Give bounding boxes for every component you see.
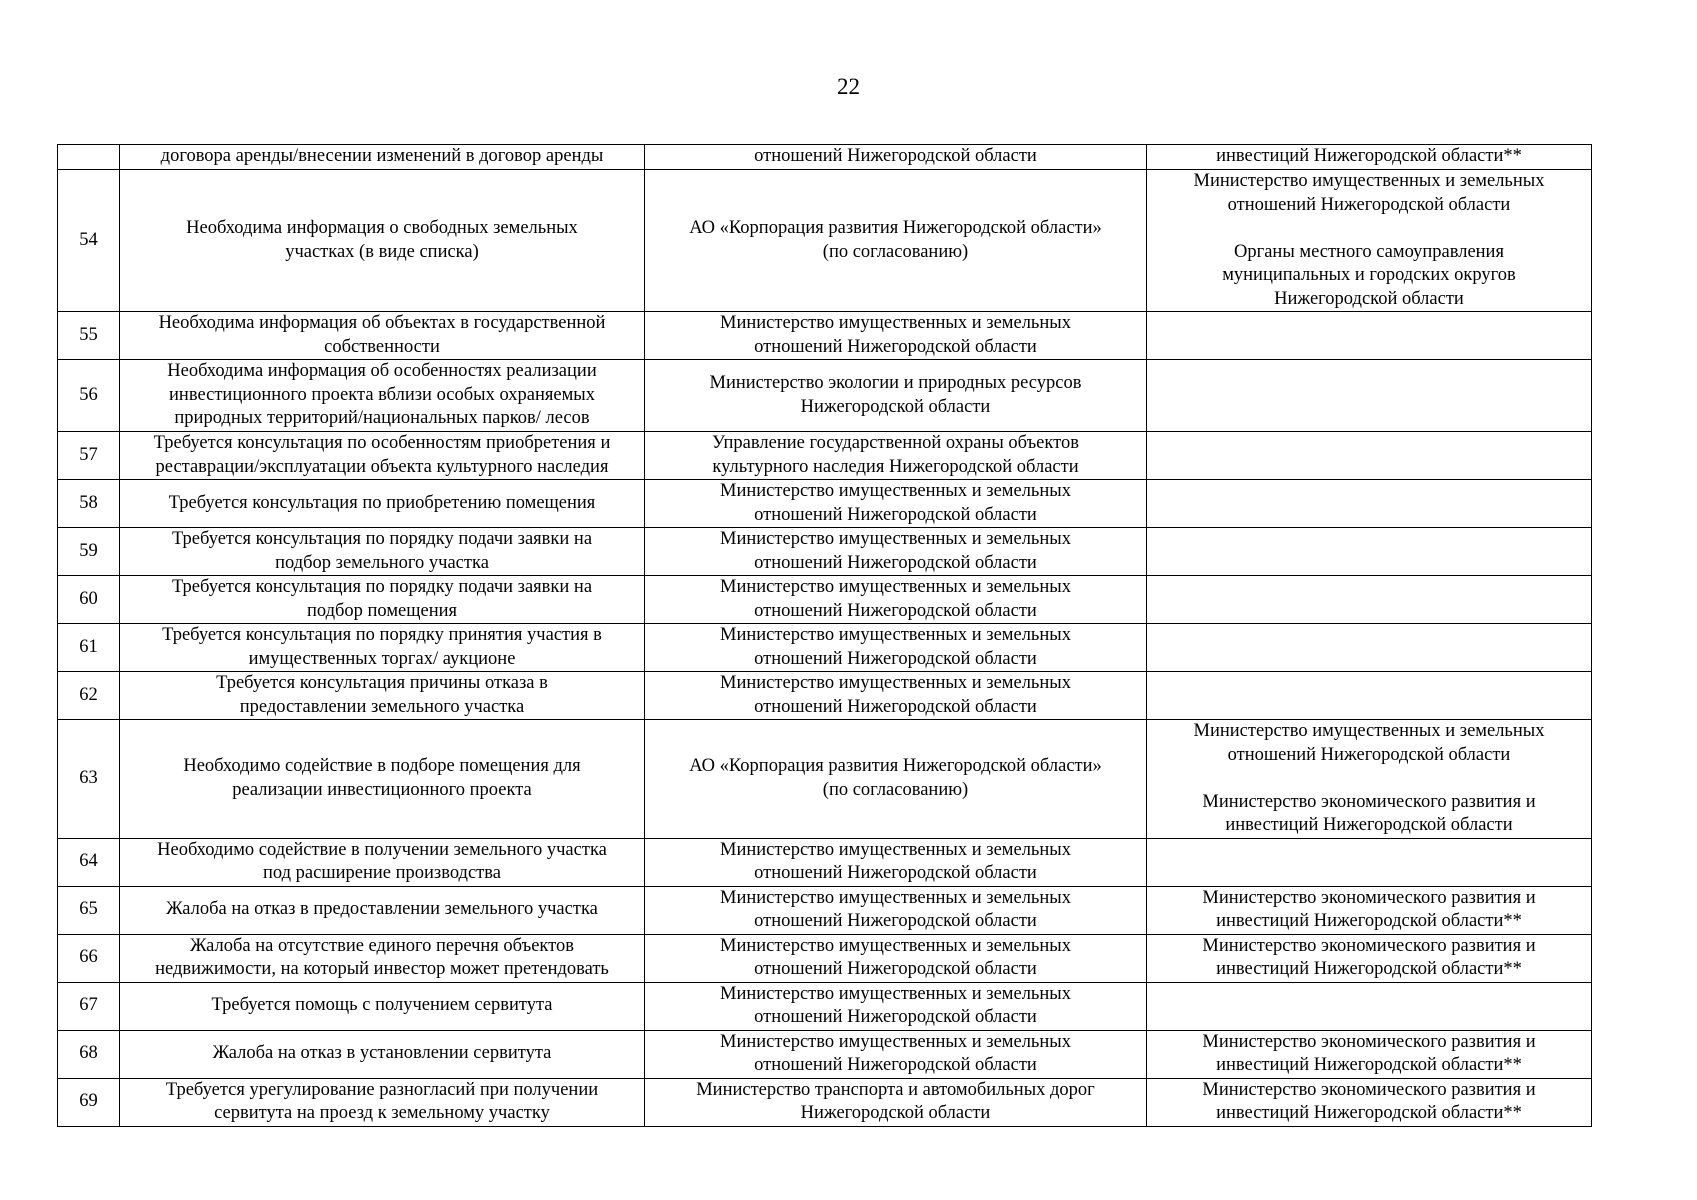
co-executor-cell: [1147, 432, 1592, 480]
responsible-cell: Министерство имущественных и земельных отношений Нижегородской области: [645, 934, 1147, 982]
table-row: [58, 170, 1592, 312]
row-number-cell: 58: [58, 480, 120, 528]
row-number-cell: 64: [58, 838, 120, 886]
table-row: [58, 576, 1592, 624]
table-row: [58, 145, 1592, 170]
responsible-cell: Министерство имущественных и земельных отношений Нижегородской области: [645, 624, 1147, 672]
table-row: [58, 312, 1592, 360]
page-number: 22: [837, 74, 860, 99]
table-row: [58, 1078, 1592, 1126]
row-number-cell: 59: [58, 528, 120, 576]
co-executor-cell: Министерство экономического развития и инвестиций Нижегородской области**: [1147, 1078, 1592, 1126]
row-number-cell: 60: [58, 576, 120, 624]
responsible-cell: АО «Корпорация развития Нижегородской области» (по согласованию): [645, 720, 1147, 839]
table-row: [58, 934, 1592, 982]
request-cell: Необходимо содействие в получении земельного участка под расширение производства: [120, 838, 645, 886]
requests-table: [57, 144, 1592, 1127]
co-executor-cell: [1147, 480, 1592, 528]
table-row: [58, 982, 1592, 1030]
responsible-cell: Министерство имущественных и земельных отношений Нижегородской области: [645, 576, 1147, 624]
table-body: [58, 145, 1592, 1127]
co-executor-cell: инвестиций Нижегородской области**: [1147, 145, 1592, 170]
co-executor-cell: [1147, 576, 1592, 624]
row-number-cell: 63: [58, 720, 120, 839]
responsible-cell: Министерство экологии и природных ресурсов Нижегородской области: [645, 360, 1147, 432]
request-cell: Жалоба на отсутствие единого перечня объектов недвижимости, на который инвестор может претендовать: [120, 934, 645, 982]
co-executor-cell: Министерство имущественных и земельных отношений Нижегородской области Министерство экономического развития и инвестиций Нижегородской области: [1147, 720, 1592, 839]
request-cell: Требуется урегулирование разногласий при получении сервитута на проезд к земельному участку: [120, 1078, 645, 1126]
request-cell: Необходима информация об особенностях реализации инвестиционного проекта вблизи особых охраняемых природных территорий/национальных парков/ лесов: [120, 360, 645, 432]
request-cell: Требуется консультация причины отказа в предоставлении земельного участка: [120, 672, 645, 720]
request-cell: Необходима информация об объектах в государственной собственности: [120, 312, 645, 360]
request-cell: Требуется консультация по приобретению помещения: [120, 480, 645, 528]
table-row: [58, 624, 1592, 672]
co-executor-cell: [1147, 360, 1592, 432]
table-row: [58, 360, 1592, 432]
table-row: [58, 528, 1592, 576]
co-executor-cell: Министерство экономического развития и инвестиций Нижегородской области**: [1147, 886, 1592, 934]
row-number-cell: [58, 145, 120, 170]
responsible-cell: Министерство транспорта и автомобильных дорог Нижегородской области: [645, 1078, 1147, 1126]
table-row: [58, 480, 1592, 528]
row-number-cell: 66: [58, 934, 120, 982]
row-number-cell: 65: [58, 886, 120, 934]
responsible-cell: АО «Корпорация развития Нижегородской области» (по согласованию): [645, 170, 1147, 312]
request-cell: Необходимо содействие в подборе помещения для реализации инвестиционного проекта: [120, 720, 645, 839]
responsible-cell: Министерство имущественных и земельных отношений Нижегородской области: [645, 312, 1147, 360]
co-executor-cell: [1147, 838, 1592, 886]
request-cell: Требуется консультация по особенностям приобретения и реставрации/эксплуатации объекта культурного наследия: [120, 432, 645, 480]
table-row: [58, 672, 1592, 720]
request-cell: Требуется консультация по порядку подачи заявки на подбор помещения: [120, 576, 645, 624]
request-cell: Требуется консультация по порядку принятия участия в имущественных торгах/ аукционе: [120, 624, 645, 672]
request-cell: договора аренды/внесении изменений в договор аренды: [120, 145, 645, 170]
row-number-cell: 56: [58, 360, 120, 432]
request-cell: Необходима информация о свободных земельных участках (в виде списка): [120, 170, 645, 312]
table-row: [58, 432, 1592, 480]
co-executor-cell: Министерство экономического развития и инвестиций Нижегородской области**: [1147, 934, 1592, 982]
row-number-cell: 57: [58, 432, 120, 480]
row-number-cell: 54: [58, 170, 120, 312]
row-number-cell: 61: [58, 624, 120, 672]
responsible-cell: Министерство имущественных и земельных отношений Нижегородской области: [645, 480, 1147, 528]
row-number-cell: 69: [58, 1078, 120, 1126]
request-cell: Жалоба на отказ в установлении сервитута: [120, 1030, 645, 1078]
responsible-cell: Министерство имущественных и земельных отношений Нижегородской области: [645, 672, 1147, 720]
responsible-cell: Министерство имущественных и земельных отношений Нижегородской области: [645, 1030, 1147, 1078]
row-number-cell: 55: [58, 312, 120, 360]
table-row: [58, 838, 1592, 886]
row-number-cell: 67: [58, 982, 120, 1030]
co-executor-cell: [1147, 528, 1592, 576]
request-cell: Требуется помощь с получением сервитута: [120, 982, 645, 1030]
co-executor-cell: Министерство экономического развития и инвестиций Нижегородской области**: [1147, 1030, 1592, 1078]
responsible-cell: Управление государственной охраны объектов культурного наследия Нижегородской области: [645, 432, 1147, 480]
co-executor-cell: [1147, 672, 1592, 720]
table-row: [58, 1030, 1592, 1078]
co-executor-cell: [1147, 982, 1592, 1030]
co-executor-cell: [1147, 312, 1592, 360]
responsible-cell: Министерство имущественных и земельных отношений Нижегородской области: [645, 982, 1147, 1030]
table-row: [58, 720, 1592, 839]
responsible-cell: отношений Нижегородской области: [645, 145, 1147, 170]
table-row: [58, 886, 1592, 934]
responsible-cell: Министерство имущественных и земельных отношений Нижегородской области: [645, 886, 1147, 934]
request-cell: Жалоба на отказ в предоставлении земельного участка: [120, 886, 645, 934]
responsible-cell: Министерство имущественных и земельных отношений Нижегородской области: [645, 528, 1147, 576]
row-number-cell: 68: [58, 1030, 120, 1078]
co-executor-cell: Министерство имущественных и земельных отношений Нижегородской области Органы местного самоуправления муниципальных и городских округов Нижегородской области: [1147, 170, 1592, 312]
request-cell: Требуется консультация по порядку подачи заявки на подбор земельного участка: [120, 528, 645, 576]
co-executor-cell: [1147, 624, 1592, 672]
responsible-cell: Министерство имущественных и земельных отношений Нижегородской области: [645, 838, 1147, 886]
row-number-cell: 62: [58, 672, 120, 720]
